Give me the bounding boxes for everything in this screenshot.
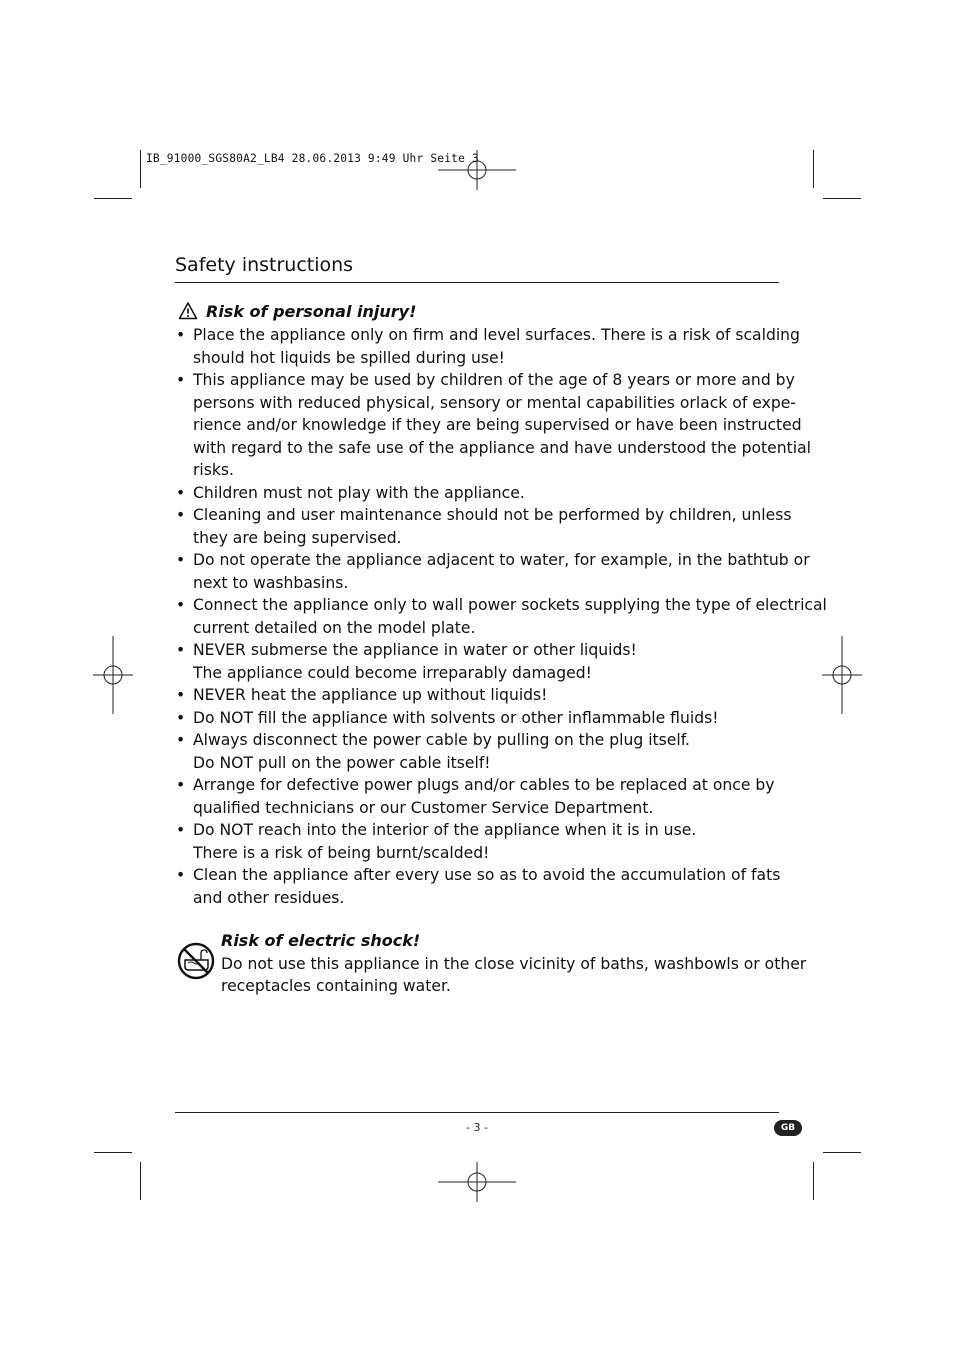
list-item-text: The appliance could become irreparably damaged! <box>193 663 592 682</box>
section-title: Safety instructions <box>175 254 354 276</box>
list-item <box>176 594 827 639</box>
bullet-icon: • <box>176 731 186 749</box>
injury-list <box>176 324 827 909</box>
shock-text-line: receptacles containing water. <box>221 977 451 995</box>
footer-rule <box>175 1112 779 1113</box>
bullet-icon: • <box>176 708 186 727</box>
list-item-text: qualified technicians or our Customer Service Department. <box>193 798 654 817</box>
shock-warning <box>221 930 806 998</box>
list-item-text: Children must not play with the appliance. <box>193 483 525 502</box>
list-item-text: Always disconnect the power cable by pulling on the plug itself. <box>193 731 691 749</box>
list-item-text: should hot liquids be spilled during use! <box>193 348 505 367</box>
shock-heading: Risk of electric shock! <box>221 931 421 950</box>
list-item-text: There is a risk of being burnt/scalded! <box>193 843 490 862</box>
list-item-text: and other residues. <box>193 888 345 907</box>
list-item-text: This appliance may be used by children of the age of 8 years or more and by <box>193 371 795 389</box>
title-rule <box>175 282 779 283</box>
language-badge: GB <box>774 1120 802 1136</box>
injury-warning-heading <box>178 301 416 321</box>
list-item <box>176 639 782 684</box>
bullet-icon: • <box>176 506 186 524</box>
list-item <box>176 369 811 482</box>
list-item-text: Do NOT fill the appliance with solvents or other inflammable fluids! <box>193 708 719 727</box>
list-item-text: next to washbasins. <box>193 573 349 592</box>
list-item-text: NEVER submerse the appliance in water or other liquids! <box>193 641 637 659</box>
list-item <box>176 819 782 864</box>
warning-triangle-icon <box>178 301 198 321</box>
list-item <box>176 729 782 774</box>
bullet-icon: • <box>176 326 186 344</box>
list-item-text: Arrange for defective power plugs and/or cables to be replaced at once by <box>193 776 775 794</box>
list-item-text: Connect the appliance only to wall power sockets supplying the type of electrical <box>193 596 827 614</box>
list-item <box>176 684 782 707</box>
list-item-text: Cleaning and user maintenance should not be performed by children, unless <box>193 506 792 524</box>
bullet-icon: • <box>176 483 186 502</box>
list-item <box>176 707 782 730</box>
bullet-icon: • <box>176 866 186 884</box>
bullet-icon: • <box>176 641 186 659</box>
list-item <box>176 504 792 549</box>
bullet-icon: • <box>176 371 186 389</box>
list-item-text: NEVER heat the appliance up without liquids! <box>193 686 548 704</box>
list-item-text: with regard to the safe use of the appliance and have understood the potential <box>193 438 811 457</box>
list-item-text: rience and/or knowledge if they are being supervised or have been instructed <box>193 416 802 434</box>
list-item-text: Do not operate the appliance adjacent to water, for example, in the bathtub or <box>193 551 810 569</box>
shock-text-line: Do not use this appliance in the close vicinity of baths, washbowls or other <box>221 954 807 973</box>
list-item-text: Do NOT reach into the interior of the appliance when it is in use. <box>193 821 697 839</box>
bullet-icon: • <box>176 821 186 839</box>
print-slug: IB_91000_SGS80A2_LB4 28.06.2013 9:49 Uhr Seite 3 <box>146 152 479 165</box>
bullet-icon: • <box>176 596 186 614</box>
list-item-text: they are being supervised. <box>193 528 402 547</box>
list-item-text: Clean the appliance after every use so as to avoid the accumulation of fats <box>193 866 781 884</box>
list-item-text: Do NOT pull on the power cable itself! <box>193 753 491 772</box>
list-item-text: risks. <box>193 461 234 479</box>
list-item <box>176 482 782 505</box>
list-item <box>176 864 782 909</box>
bullet-icon: • <box>176 776 186 794</box>
injury-heading: Risk of personal injury! <box>206 301 417 321</box>
registration-mark-left <box>93 636 133 714</box>
registration-mark-top <box>438 150 516 190</box>
page-number: - 3 - <box>466 1121 488 1134</box>
list-item <box>176 774 782 819</box>
list-item-text: Place the appliance only on firm and level surfaces. There is a risk of scalding <box>193 326 800 344</box>
list-item <box>176 324 800 369</box>
bullet-icon: • <box>176 686 186 704</box>
registration-mark-bottom <box>438 1162 516 1202</box>
list-item <box>176 549 810 594</box>
no-bathtub-icon <box>177 942 215 980</box>
bullet-icon: • <box>176 551 186 569</box>
list-item-text: current detailed on the model plate. <box>193 618 476 637</box>
registration-mark-right <box>822 636 862 714</box>
list-item-text: persons with reduced physical, sensory or mental capabilities orlack of expe- <box>193 393 796 412</box>
